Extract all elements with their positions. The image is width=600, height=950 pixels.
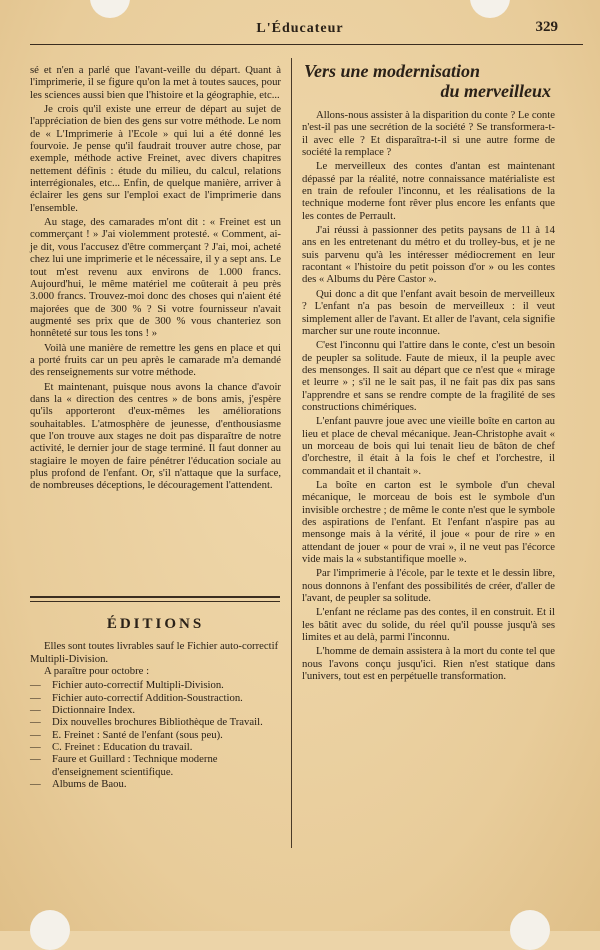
right-column — [302, 61, 555, 684]
dash-marker: — — [30, 679, 41, 692]
editions-upcoming-label: A paraître pour octobre : — [44, 665, 150, 678]
left-paragraph: Voilà une manière de remettre les gens en place et qui a porté fruits car un peu après le camarade m'a demandé des renseignements sur votre méthode. — [30, 341, 281, 379]
editions-heading: ÉDITIONS — [106, 616, 205, 632]
dash-marker: — — [30, 691, 41, 704]
article-paragraph: L'homme de demain assistera à la mort du conte tel que nous l'avons conçu jusqu'ici. Rien n'est statique dans l'univers, tout est en perpétuelle transformation. — [302, 645, 555, 683]
article-paragraph: Qui donc a dit que l'enfant avait besoin de merveilleux ? L'enfant n'a pas besoin de merveilleux : il veut simplement aller de l'avant. Et aller de l'avant, cela signifie marcher sur une route inconnue. — [302, 287, 555, 337]
article-paragraph: C'est l'inconnu qui l'attire dans le conte, c'est un besoin de peupler sa solitude. Faute de mieux, il la peuple avec des mensonges. Il sait au départ que ce n'est que « mirage et leurre » ; s'il ne le sait pas, il ne fait pas dix pas sans l'apprendre et sans se rendre compte de la fragilité de ses constructions chimériques. — [302, 339, 555, 413]
dash-marker: — — [30, 704, 41, 717]
article-paragraph: L'enfant ne réclame pas des contes, il en construit. Et il les bâtit avec du solide, du réel qu'il pousse jusqu'à ses limites et au delà, parmi l'inconnu. — [302, 606, 555, 644]
header-rule — [30, 44, 583, 45]
section-separator-thin — [30, 601, 280, 602]
editions-item: — Dictionnaire Index. — [30, 704, 136, 717]
article-title-line-1: Vers une modernisation — [304, 61, 481, 81]
editions-list — [30, 679, 281, 790]
editions-item: — Dix nouvelles brochures Bibliothèque de Travail. — [30, 716, 263, 729]
editions-item: — Fichier auto-correctif Addition-Soustraction. — [30, 691, 243, 704]
dash-marker: — — [30, 728, 41, 741]
section-separator — [30, 596, 280, 598]
article-title — [302, 61, 555, 101]
punch-hole-bottom-right — [510, 910, 550, 950]
article-title-line-2: du merveilleux — [440, 81, 551, 101]
running-head — [0, 19, 600, 41]
editions-item: — Faure et Guillard : Technique moderne d'enseignement scientifique. — [30, 753, 218, 778]
dash-marker: — — [30, 753, 41, 766]
article-paragraph: J'ai réussi à passionner des petits paysans de 11 à 14 ans en les entretenant du métro et du trolley-bus, et je ne suis parvenu qu'à les intéresser médiocrement en leur racontant « l'histoire du petit poisson d'or » ou les contes des « Albums du Père Castor ». — [302, 224, 555, 286]
left-paragraph: sé et n'en a parlé que l'avant-veille du départ. Quant à l'imprimerie, il se figure qu'on la met à toutes sauces, pour les sciences aussi bien que l'histoire et la géographie, etc... — [30, 64, 281, 101]
article-paragraph: La boîte en carton est le symbole d'un cheval mécanique, le morceau de bois est le symbole d'un invisible orchestre ; de même le conte n'est que le symbole des aspirations de l'enfant. Et l'enfant n'aspire pas au mensonge mais à la vérité, il joue « pour de rire » en attendant de jouer « pour de vrai », il ne veut pas l'écorce vide mais la « substantifique moelle ». — [302, 478, 555, 566]
left-column — [30, 64, 281, 494]
dash-marker: — — [30, 716, 41, 729]
left-paragraph: Au stage, des camarades m'ont dit : « Freinet est un commerçant ! » J'ai violemment protesté. « Comment, ai-je dit, vous l'accusez d'être commerçant ? J'ai, moi, acheté chez lui une imprimerie et le nécessaire, il y a sept ans. Le tout m'est revenu aux environs de 1.000 francs. Aujourd'hui, le même matériel me coûterait à peu près 3.000 francs. Trouvez-moi donc des choses qui n'aient été majorées que de 300 % ? Si votre fournisseur n'avait augmenté ses prix que de 300 % vous chanteriez son honnêteté sur tous les tons ! » — [30, 216, 281, 340]
editions-item: — C. Freinet : Education du travail. — [30, 741, 193, 754]
left-paragraph: Je crois qu'il existe une erreur de départ au sujet de l'appréciation de bien des gens sur votre méthode. Le nom de « L'Imprimerie à l'Ecole » qui lui a été donné les fourvoie. Je pense qu'il faudrait trouver autre chose, par exemple, méthode active Freinet, avec divers chapitres nettement définis : étude du milieu, du calcul, relations interrégionales, etc... Enfin, de quelque manière, arriver à éclairer les gens sur l'emploi exact de l'imprimerie dans l'ensemble. — [30, 103, 281, 214]
editions-intro: Elles sont toutes livrables sauf le Fichier auto-correctif Multipli-Division. — [30, 640, 279, 665]
editions-item: — Fichier auto-correctif Multipli-Division. — [30, 679, 224, 692]
journal-title: L'Éducateur — [256, 21, 344, 36]
article-paragraph: Le merveilleux des contes d'antan est maintenant dépassé par la réalité, notre connaissance matérialiste est en train de refouler l'inconnu, et les réalisations de la technique moderne font rêver plus encore les enfants que les contes de Perrault. — [302, 160, 555, 222]
editions-section — [30, 614, 281, 790]
left-paragraph: Et maintenant, puisque nous avons la chance d'avoir dans la « direction des centres » de bons amis, j'espère qu'ils apporteront d'eux-mêmes les améliorations souhaitables. L'atmosphère de jeunesse, d'enthousiasme que l'on trouve aux stages ne doit pas disparaître de notre activité, le dernier jour de stage terminé. Il faut donner au stagiaire le moyen de faire pénétrer l'éducation sociale au plus profond de l'enfant. Or, s'il n'attaque que la surface, de nombreuses déceptions, le découragement l'attendent. — [30, 380, 281, 492]
dash-marker: — — [30, 741, 41, 754]
dash-marker: — — [30, 778, 41, 791]
article-paragraph: Allons-nous assister à la disparition du conte ? Le conte n'est-il pas une secrétion de la société ? Se transformera-t-il avec elle ? Et disparaîtra-t-il si une autre forme de société la remplace ? — [302, 109, 555, 159]
column-divider — [291, 58, 292, 848]
punch-hole-bottom-left — [30, 910, 70, 950]
page-number: 329 — [535, 19, 558, 35]
article-paragraph: L'enfant pauvre joue avec une vieille boîte en carton au lieu et place de cheval mécanique. Jean-Christophe avait « un morceau de bois qui lui tenait lieu de bâton de chef d'orchestre, il était à la fois le chef et l'orchestre, il commandait et il chantait ». — [302, 415, 555, 477]
editions-item: — Albums de Baou. — [30, 778, 127, 791]
editions-item: — E. Freinet : Santé de l'enfant (sous peu). — [30, 728, 223, 741]
article-paragraph: Par l'imprimerie à l'école, par le texte et le dessin libre, nous donnons à l'enfant des possibilités de créer, d'aller de l'avant, de peupler sa solitude. — [302, 567, 555, 605]
